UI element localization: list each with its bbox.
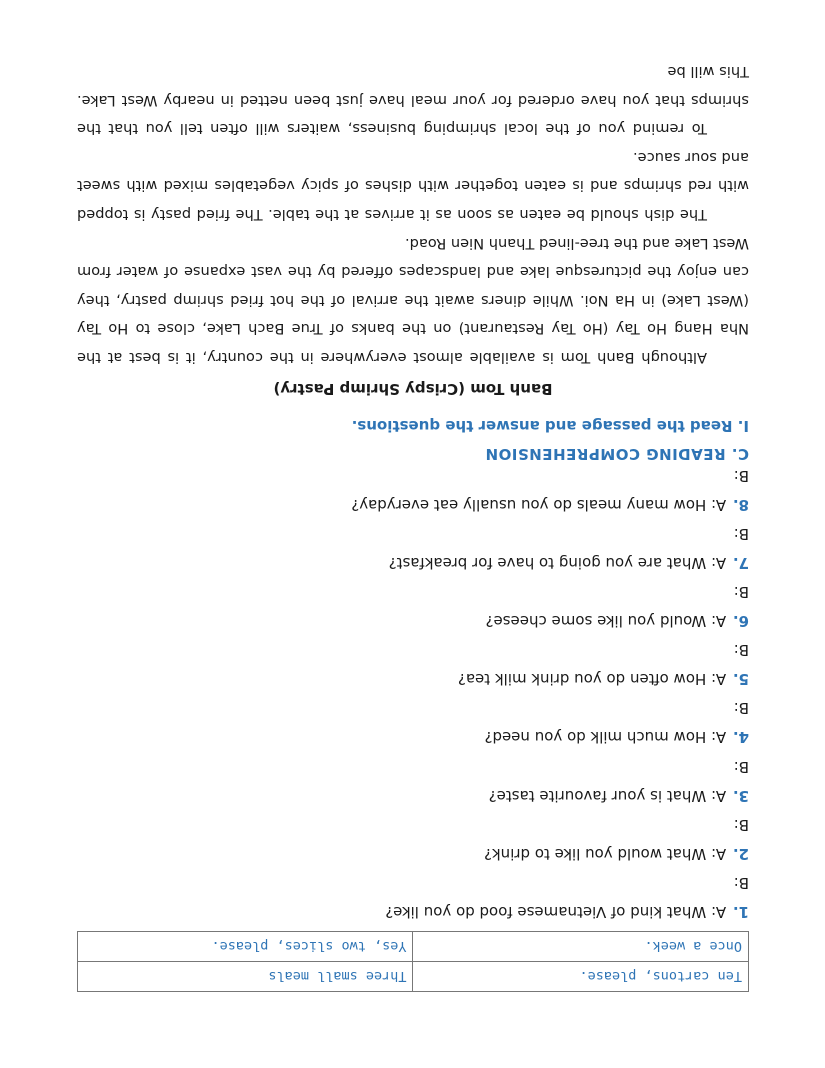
question-line <box>69 664 749 693</box>
passage-paragraph: Although Banh Tom is available almost everywhere in the country, it is best at the Nha Hang Ho Tay (Ho Tay Restaurant) on the banks of True Bach Lake, close to Ho Tay (West Lake) in Ha Noi. While diners await the arrival of the hot fried shrimp pastry, they can enjoy the picturesque lake and landscapes offered by the vast expanse of water from West Lake and the tree-lined Thanh Nien Road. <box>77 234 749 366</box>
table-cell: Three small meals <box>78 962 414 992</box>
question-line <box>69 897 749 926</box>
question-number: 2. <box>732 844 749 863</box>
question-text: A: What would you like to drink? <box>484 844 727 863</box>
question-line <box>69 606 749 635</box>
exercise-instruction: I. Read the passage and answer the questions. <box>351 417 749 435</box>
table-cell: Yes, two slices, please. <box>78 932 414 962</box>
passage-title: Banh Tom (Crispy Shrimp Pastry) <box>273 380 553 398</box>
question-line <box>69 548 749 577</box>
question-text: A: How many meals do you usually eat everyday? <box>351 495 727 514</box>
answer-line: B: <box>733 699 749 718</box>
table-row <box>78 932 749 962</box>
question-number: 1. <box>732 903 749 921</box>
question-number: 6. <box>732 612 749 631</box>
answer-line: B: <box>733 757 749 776</box>
table-cell: Once a week. <box>413 932 749 962</box>
passage-paragraph: To remind you of the local shrimping business, waiters will often tell you that the shrimps that you have ordered for your meal have just been netted in nearby West Lake. This will be <box>77 63 749 138</box>
answer-line: B: <box>733 582 749 601</box>
passage-paragraph: The dish should be eaten as soon as it arrives at the table. The fried pasty is topped with red shrimps and is eaten together with dishes of spicy vegetables mixed with sweet and sour sauce. <box>77 148 749 224</box>
question-number: 7. <box>732 553 749 572</box>
answer-line: B: <box>733 466 749 485</box>
question-number: 3. <box>732 786 749 805</box>
question-line <box>69 722 749 751</box>
table-row <box>78 962 749 992</box>
question-line <box>69 490 749 519</box>
answer-line: B: <box>733 815 749 834</box>
question-number: 8. <box>732 495 749 514</box>
question-line <box>69 839 749 868</box>
question-number: 5. <box>732 670 749 689</box>
answer-line: B: <box>733 873 749 892</box>
question-text: A: What is your favourite taste? <box>488 786 727 805</box>
answer-line: B: <box>733 641 749 660</box>
answer-options-table <box>77 931 749 992</box>
question-text: A: Would you like some cheese? <box>485 612 727 631</box>
question-text: A: How often do you drink milk tea? <box>457 670 727 689</box>
question-text: A: What are you going to have for breakfast? <box>388 553 727 572</box>
question-number: 4. <box>732 728 749 747</box>
answer-line: B: <box>733 524 749 543</box>
section-title: C. READING COMPREHENSION <box>485 445 749 463</box>
reading-passage <box>77 56 749 371</box>
question-text: A: How much milk do you need? <box>484 728 727 747</box>
question-text: A: What kind of Vietnamese food do you like? <box>385 903 727 921</box>
question-answer-list <box>69 461 749 927</box>
question-line <box>69 781 749 810</box>
table-cell: Ten cartons, please. <box>413 962 749 992</box>
